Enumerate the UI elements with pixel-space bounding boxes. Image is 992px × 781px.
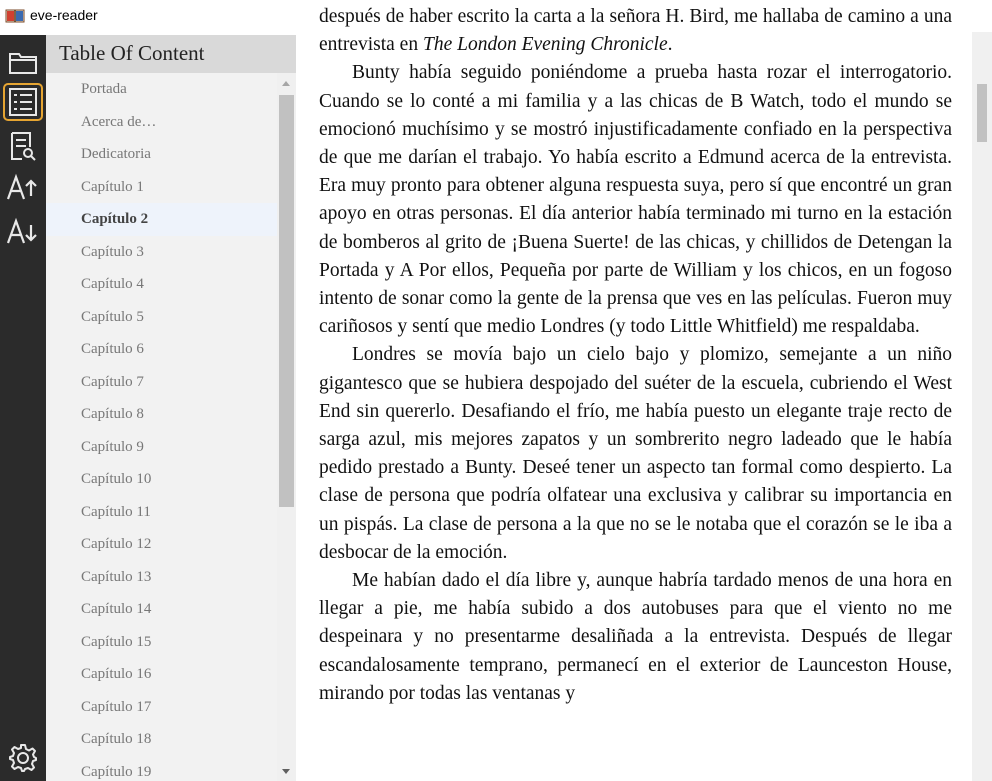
paragraph-text: . (667, 34, 673, 56)
toc-header (46, 35, 296, 73)
gear-icon (7, 742, 39, 774)
toc-item[interactable]: Capítulo 8 (81, 406, 144, 422)
toc-item[interactable]: Capítulo 13 (81, 568, 152, 585)
paragraph (319, 3, 952, 59)
table-of-contents-button[interactable] (3, 83, 43, 121)
paragraph-text: Bunty había seguido poniéndome a prueba hasta rozar el interrogatorio. Cuando se lo conté a mi familia y a las chicas de B Watch, todo el mundo se emocionó muchísimo y se mostró injustificadamente confiado en la perspectiva de que me darían el trabajo. Yo había escrito a Edmund acerca de la entrevista. Era muy pronto para obtener alguna respuesta suya, pero sí que encontré un gran apoyo en otras personas. El día anterior había terminado mi turno en la estación de bomberos al grito de ¡Buena Suerte! de las chicas, y chillidos de Detengan la Portada y A Por ellos, Pequeña por parte de William y los chicos, en un fogoso intento de sonar como la gente de la prensa que ves en las películas. Fueron muy cariñosos y sentí que medio Londres (y todo Little Whitfield) me respaldaba. (319, 62, 952, 338)
toc-item[interactable]: Portada (81, 81, 127, 97)
font-decrease-icon (5, 216, 39, 248)
font-increase-icon (5, 172, 39, 204)
toc-item[interactable]: Capítulo 18 (81, 731, 152, 747)
book-app-icon (5, 8, 25, 24)
paragraph (319, 59, 952, 341)
toc-list (46, 73, 277, 781)
toc-item[interactable]: Capítulo 11 (81, 503, 151, 520)
font-increase-button[interactable] (3, 169, 43, 207)
open-folder-button[interactable] (3, 43, 43, 81)
toc-item[interactable]: Capítulo 14 (81, 601, 152, 617)
paragraph (319, 567, 952, 708)
toc-panel (46, 35, 296, 781)
toc-scrollbar[interactable] (277, 73, 296, 781)
reader-scrollbar[interactable] (972, 32, 992, 781)
toc-item[interactable]: Capítulo 10 (81, 471, 152, 487)
paragraph-text: Me habían dado el día libre y, aunque habría tardado menos de una hora en llegar a pie, me había subido a dos autobuses para que el viento no me despeinara y no presentarme desaliñada a la entrevista. Después de llegar escandalosamente temprano, permanecí en el exterior de Launceston House, mirando por todas las ventanas y (319, 570, 952, 704)
paragraph (319, 341, 952, 567)
folder-icon (7, 46, 39, 78)
list-icon (7, 86, 39, 118)
notes-icon (7, 130, 39, 162)
toc-title: Table Of Content (59, 41, 205, 65)
toc-item[interactable]: Capítulo 9 (81, 438, 144, 455)
toc-item[interactable]: Capítulo 7 (81, 373, 144, 390)
italic-title-text: The London Evening Chronicle (422, 34, 668, 56)
paragraph-text: después de haber escrito la carta a la señora H. Bird, me hallaba de camino a una entrevista en (319, 6, 952, 56)
settings-button[interactable] (3, 739, 43, 777)
toc-item[interactable]: Capítulo 19 (81, 763, 152, 780)
toc-item[interactable]: Capítulo 5 (81, 308, 144, 325)
window-title: eve-reader (30, 7, 98, 23)
toc-item[interactable]: Capítulo 4 (81, 276, 144, 292)
reader-scrollbar-thumb[interactable] (977, 84, 987, 142)
notes-button[interactable] (3, 127, 43, 165)
font-decrease-button[interactable] (3, 213, 43, 251)
toc-item[interactable]: Capítulo 16 (81, 666, 152, 682)
paragraph-text: Londres se movía bajo un cielo bajo y plomizo, semejante a un niño gigantesco que se hubiera despojado del suéter de la escuela, cubriendo el West End sin quererlo. Desafiando el frío, me había puesto un elegante traje recto de sarga azul, mis mejores zapatos y un sombrerito negro ladeado que le había pedido prestado a Bunty. Deseé tener un aspecto tan formal como despierto. La clase de persona que podría olfatear una exclusiva y calibrar su importancia en un pispás. La clase de persona a la que no se le notaba que el corazón se le iba a desbocar de la emoción. (319, 344, 952, 563)
scroll-down-arrow-icon[interactable] (282, 769, 290, 774)
toc-item[interactable]: Capítulo 17 (81, 698, 152, 715)
toc-item[interactable]: Dedicatoria (81, 146, 151, 162)
toc-item[interactable]: Capítulo 15 (81, 633, 152, 650)
scroll-up-arrow-icon[interactable] (282, 81, 290, 86)
reading-pane (296, 0, 972, 781)
toc-item[interactable]: Capítulo 6 (81, 341, 144, 357)
toc-item[interactable]: Capítulo 2 (46, 203, 277, 236)
toc-item[interactable]: Acerca de… (81, 113, 157, 130)
toc-scrollbar-thumb[interactable] (279, 95, 294, 507)
toc-item[interactable]: Capítulo 12 (81, 536, 152, 552)
toc-item[interactable]: Capítulo 3 (81, 243, 144, 260)
tool-rail (0, 35, 46, 781)
toc-item[interactable]: Capítulo 1 (81, 178, 144, 195)
chapter-text (319, 3, 952, 708)
